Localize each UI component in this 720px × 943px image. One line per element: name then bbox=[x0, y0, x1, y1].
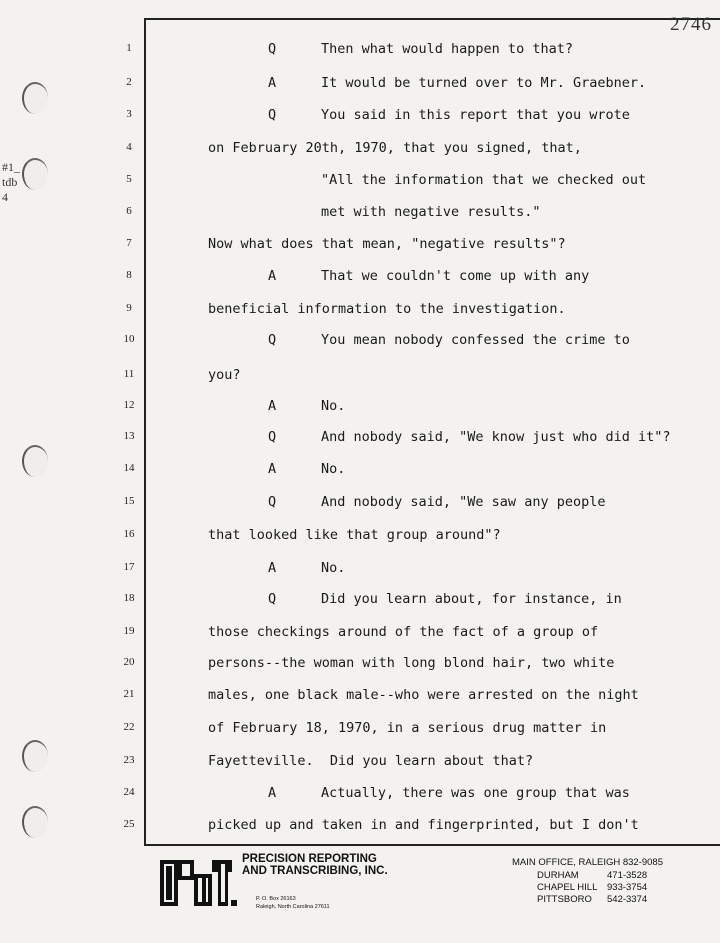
margin-note-line: 4 bbox=[2, 190, 8, 204]
punch-hole bbox=[22, 740, 48, 772]
line-text: No. bbox=[321, 398, 346, 414]
line-number: 7 bbox=[126, 237, 132, 249]
line-number: 14 bbox=[123, 462, 135, 474]
line-number: 2 bbox=[126, 76, 132, 88]
speaker-marker: A bbox=[268, 268, 277, 284]
line-text: Fayetteville. Did you learn about that? bbox=[208, 753, 534, 769]
speaker-marker: A bbox=[268, 785, 277, 801]
line-number: 17 bbox=[123, 561, 135, 573]
line-text: beneficial information to the investigation. bbox=[208, 301, 566, 317]
office-city: PITTSBORO bbox=[537, 894, 592, 905]
line-number: 6 bbox=[126, 205, 132, 217]
punch-hole bbox=[22, 806, 48, 838]
line-text: You mean nobody confessed the crime to bbox=[321, 332, 630, 348]
line-text: picked up and taken in and fingerprinted, but I don't bbox=[208, 817, 639, 833]
speaker-marker: A bbox=[268, 461, 277, 477]
speaker-marker: Q bbox=[268, 332, 277, 348]
line-number: 1 bbox=[126, 42, 132, 54]
line-number: 23 bbox=[123, 754, 135, 766]
line-number: 11 bbox=[123, 368, 135, 380]
line-text: And nobody said, "We saw any people bbox=[321, 494, 606, 510]
company-name-line1: PRECISION REPORTING bbox=[242, 853, 377, 865]
line-number: 5 bbox=[126, 173, 132, 185]
line-text: It would be turned over to Mr. Graebner. bbox=[321, 75, 647, 91]
line-text: males, one black male--who were arrested on the night bbox=[208, 687, 639, 703]
line-text: That we couldn't come up with any bbox=[321, 268, 590, 284]
company-name-line2: AND TRANSCRIBING, INC. bbox=[242, 865, 388, 877]
line-text: And nobody said, "We know just who did it"? bbox=[321, 429, 671, 445]
mailing-address: Raleigh, North Carolina 27611 bbox=[256, 904, 330, 910]
line-number: 9 bbox=[126, 302, 132, 314]
line-number: 22 bbox=[123, 721, 135, 733]
company-logo bbox=[158, 856, 238, 912]
line-number: 12 bbox=[123, 399, 135, 411]
line-number: 15 bbox=[123, 495, 135, 507]
office-city: CHAPEL HILL bbox=[537, 882, 598, 893]
line-text: of February 18, 1970, in a serious drug matter in bbox=[208, 720, 607, 736]
line-number: 20 bbox=[123, 656, 135, 668]
po-box: P. O. Box 26163 bbox=[256, 896, 296, 902]
page-number: 2746 bbox=[670, 14, 712, 35]
speaker-marker: Q bbox=[268, 107, 277, 123]
speaker-marker: Q bbox=[268, 429, 277, 445]
speaker-marker: Q bbox=[268, 591, 277, 607]
punch-hole bbox=[22, 158, 48, 190]
line-text: persons--the woman with long blond hair, two white bbox=[208, 655, 615, 671]
margin-note-line: tdb bbox=[2, 175, 18, 189]
line-text: No. bbox=[321, 461, 346, 477]
speaker-marker: A bbox=[268, 75, 277, 91]
office-phone: 542-3374 bbox=[607, 894, 648, 905]
punch-hole bbox=[22, 445, 48, 477]
margin-note bbox=[2, 160, 20, 205]
line-text: "All the information that we checked out bbox=[321, 172, 647, 188]
line-text: You said in this report that you wrote bbox=[321, 107, 630, 123]
speaker-marker: Q bbox=[268, 41, 277, 57]
line-text: Now what does that mean, "negative results"? bbox=[208, 236, 566, 252]
line-number: 18 bbox=[123, 592, 135, 604]
line-text: those checkings around of the fact of a group of bbox=[208, 624, 599, 640]
line-number: 8 bbox=[126, 269, 132, 281]
line-number: 21 bbox=[123, 688, 135, 700]
line-number: 3 bbox=[126, 108, 132, 120]
line-text: Actually, there was one group that was bbox=[321, 785, 630, 801]
office-phone: 933-3754 bbox=[607, 882, 648, 893]
line-text: Did you learn about, for instance, in bbox=[321, 591, 622, 607]
main-office: MAIN OFFICE, RALEIGH 832-9085 bbox=[512, 857, 663, 868]
speaker-marker: A bbox=[268, 560, 277, 576]
footer bbox=[0, 850, 720, 943]
line-number: 19 bbox=[123, 625, 135, 637]
line-text: on February 20th, 1970, that you signed, that, bbox=[208, 140, 582, 156]
line-number: 25 bbox=[123, 818, 135, 830]
speaker-marker: Q bbox=[268, 494, 277, 510]
line-number: 4 bbox=[126, 141, 132, 153]
margin-note-line: #1_ bbox=[2, 160, 20, 174]
office-phone: 471-3528 bbox=[607, 870, 648, 881]
punch-hole bbox=[22, 82, 48, 114]
line-number: 24 bbox=[123, 786, 135, 798]
line-text: No. bbox=[321, 560, 346, 576]
line-number: 10 bbox=[123, 333, 135, 345]
office-city: DURHAM bbox=[537, 870, 579, 881]
line-number: 13 bbox=[123, 430, 135, 442]
speaker-marker: A bbox=[268, 398, 277, 414]
line-text: you? bbox=[208, 367, 241, 383]
line-text: that looked like that group around"? bbox=[208, 527, 501, 543]
frame-bottom-rule bbox=[144, 844, 720, 846]
line-number: 16 bbox=[123, 528, 135, 540]
line-text: Then what would happen to that? bbox=[321, 41, 573, 57]
line-text: met with negative results." bbox=[321, 204, 541, 220]
